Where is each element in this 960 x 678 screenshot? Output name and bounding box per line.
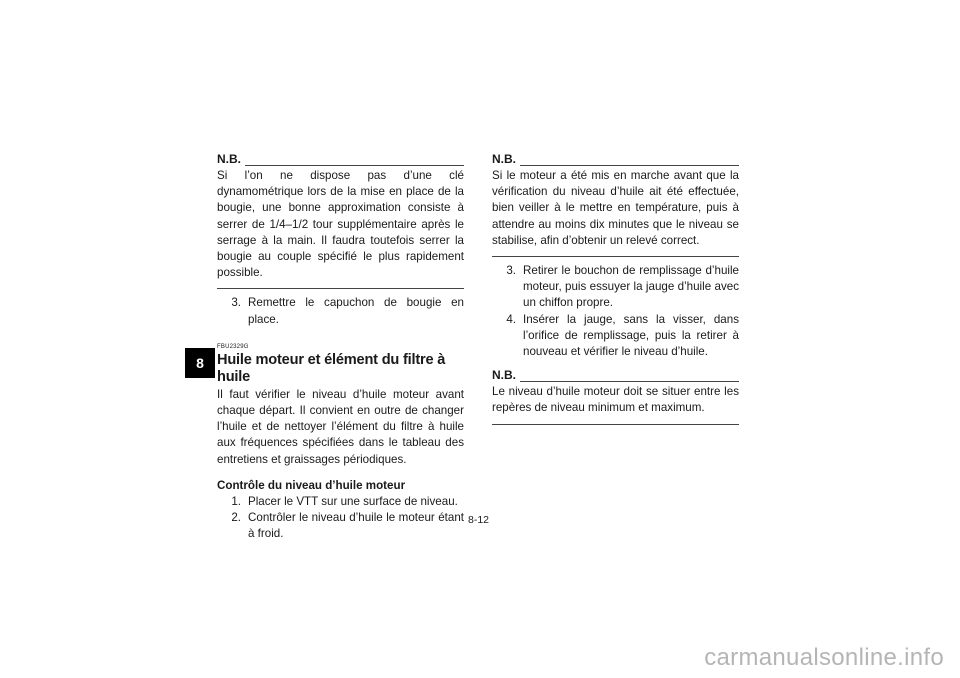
watermark: carmanualsonline.info: [704, 644, 944, 671]
subheading: Contrôle du niveau d’huile moteur: [217, 478, 406, 492]
list-number: 3.: [231, 296, 241, 310]
note-label: N.B.: [492, 152, 516, 166]
note-end-rule: [217, 288, 464, 289]
note-header: [492, 152, 739, 166]
note-end-rule: [492, 256, 739, 257]
list-number: 4.: [506, 312, 516, 326]
note-text: Le niveau d’huile moteur doit se situer entre les repères de niveau minimum et maximum.: [492, 385, 739, 415]
chapter-tab: 8: [185, 348, 215, 378]
list-number: 1.: [231, 495, 241, 509]
note-label: N.B.: [217, 152, 241, 166]
note-rule: [520, 370, 739, 382]
list-item: [217, 494, 464, 510]
page-number: 8-12: [468, 514, 490, 526]
section-title: Huile moteur et élément du filtre à huile: [217, 351, 446, 385]
section-code: FBU2329G: [217, 343, 249, 350]
list-text: Placer le VTT sur une surface de niveau.: [248, 495, 458, 509]
note-text: Si le moteur a été mis en marche avant que la vérification du niveau d’huile ait été effectuée, bien veiller à le mettre en température, puis à attendre au moins dix minutes que le niveau se stabilise, afin d’obtenir un relevé correct.: [492, 169, 739, 247]
section-intro: Il faut vérifier le niveau d’huile moteur avant chaque départ. Il convient en outre de changer l’huile et de nettoyer l’élément du filtre à huile aux fréquences spécifiées dans le tableau des entretiens et graissages périodiques.: [217, 387, 464, 466]
note-header: [217, 152, 464, 166]
list-item: [492, 312, 739, 361]
list-item: [492, 263, 739, 312]
list-text: Insérer la jauge, sans la visser, dans l’orifice de remplissage, puis la retirer à nouveau et vérifier le niveau d’huile.: [523, 312, 739, 359]
note-text: Si l’on ne dispose pas d’une clé dynamométrique lors de la mise en place de la bougie, une bonne approximation consiste à serrer de 1/4–1/2 tour supplémentaire après le serrage à la main. Il faudra toutefois serrer la bougie au couple spécifié le plus rapidement possible.: [217, 169, 464, 280]
list-number: 2.: [231, 511, 241, 525]
list-number: 3.: [506, 264, 516, 278]
list-text: Contrôler le niveau d’huile le moteur étant à froid.: [248, 511, 464, 541]
note-block: [217, 152, 464, 289]
list-item: [217, 510, 464, 542]
note-header: [492, 368, 739, 382]
note-rule: [520, 154, 739, 166]
list-text: Remettre le capuchon de bougie en place.: [248, 296, 464, 326]
list-text: Retirer le bouchon de remplissage d’huile moteur, puis essuyer la jauge d’huile avec un chiffon propre.: [523, 264, 739, 310]
note-label: N.B.: [492, 368, 516, 383]
note-block: [492, 152, 739, 257]
note-block: [492, 368, 739, 424]
left-column: [217, 152, 464, 543]
right-column: [492, 152, 739, 425]
note-rule: [245, 154, 464, 166]
list-item: [217, 295, 464, 327]
note-end-rule: [492, 424, 739, 425]
